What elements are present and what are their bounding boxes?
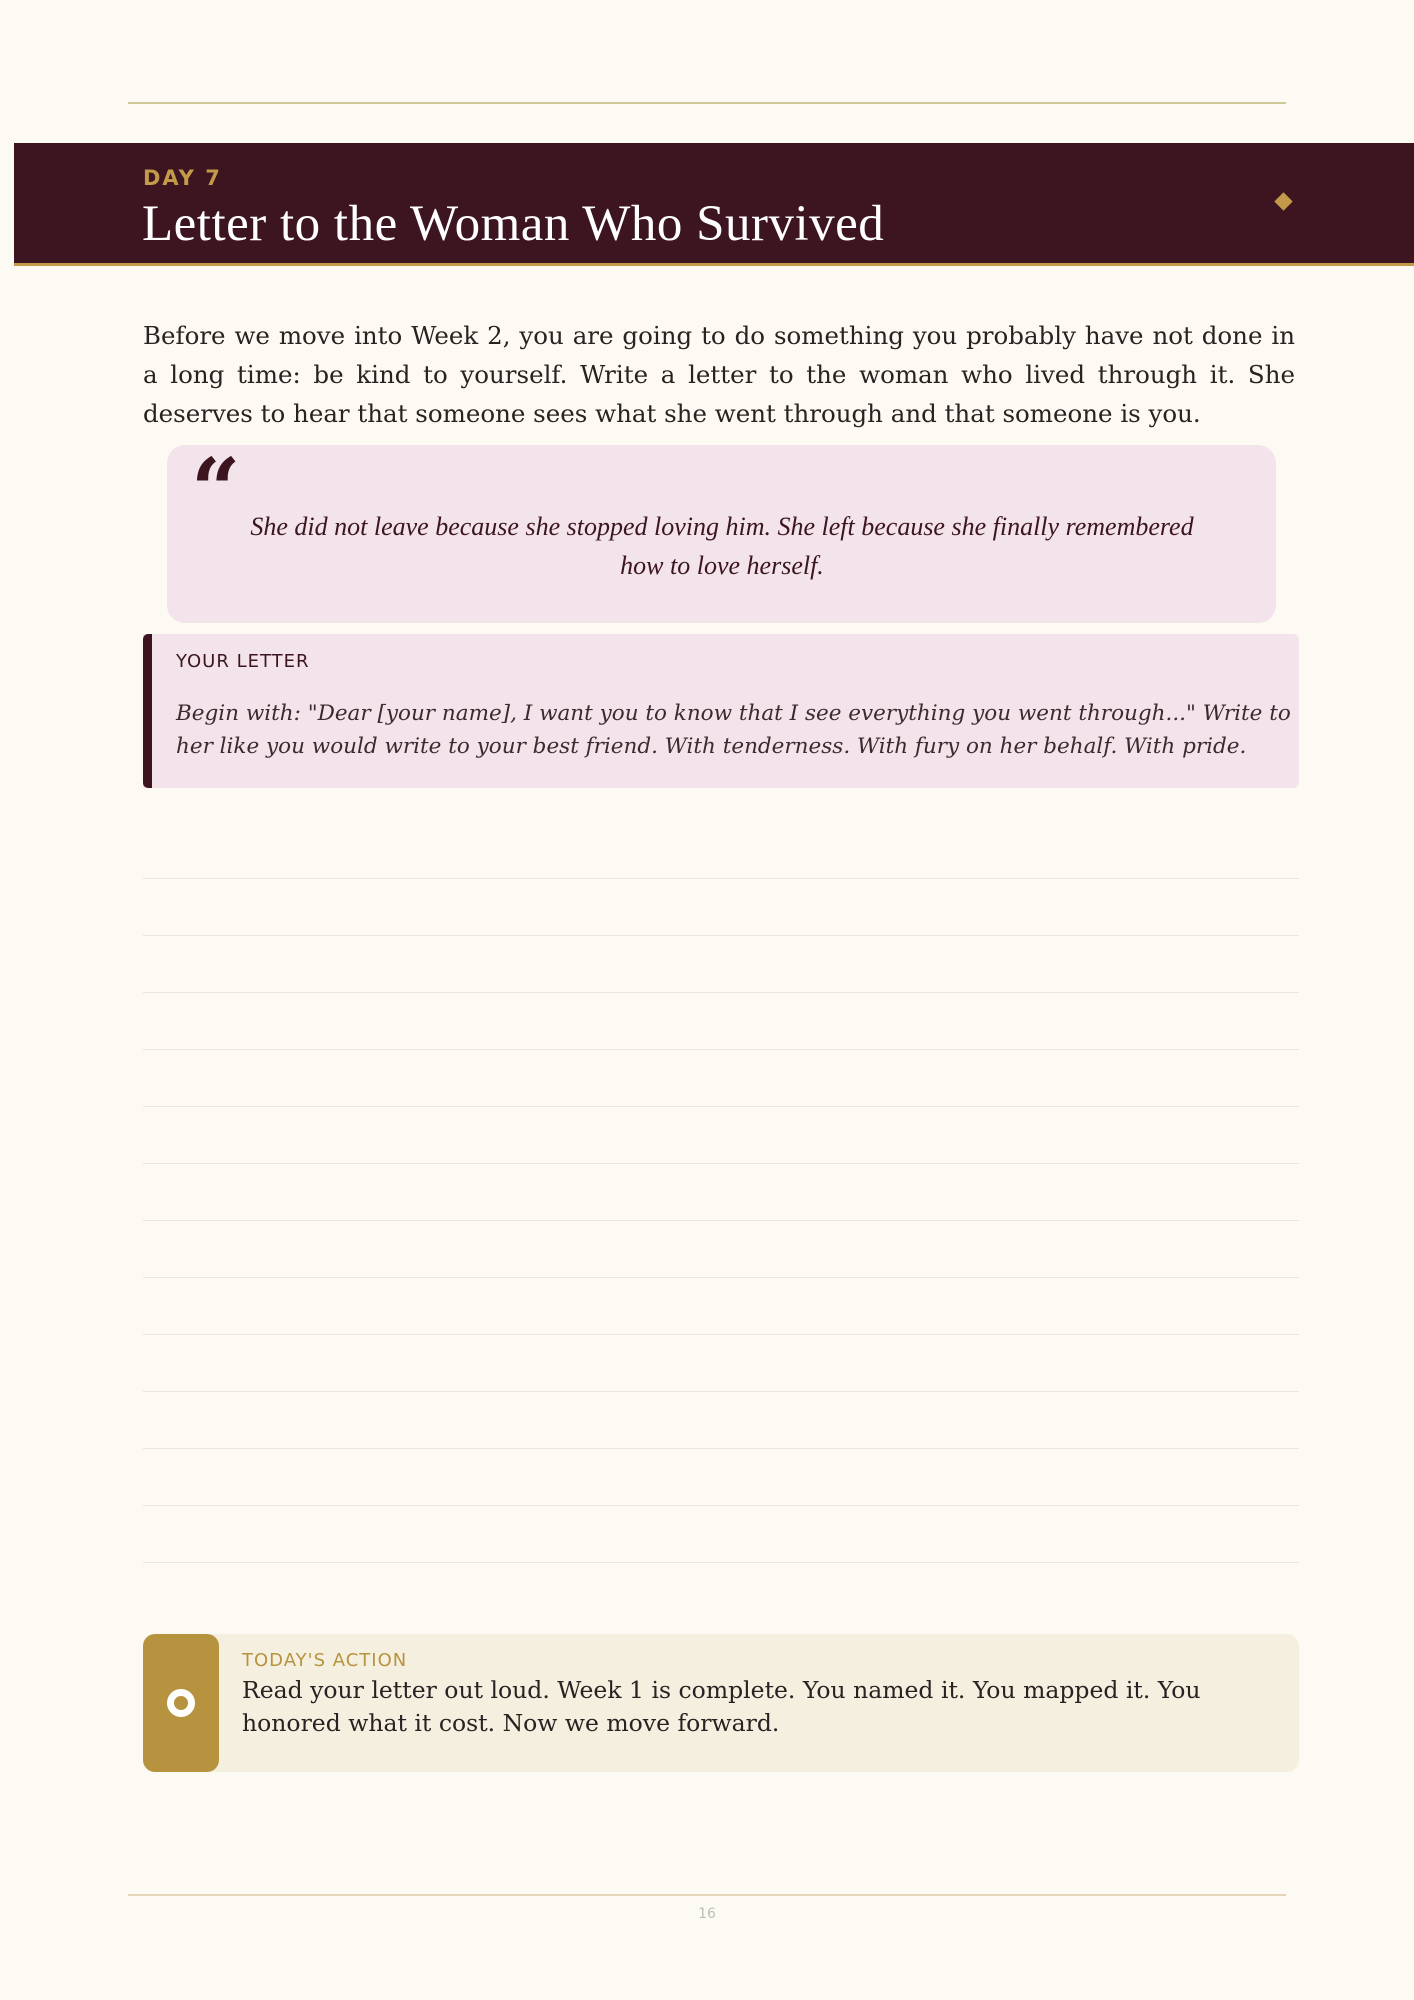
writing-area[interactable] [143, 822, 1299, 1563]
writing-line[interactable] [143, 822, 1299, 879]
letter-prompt-card [143, 634, 1299, 788]
day-label: DAY 7 [143, 166, 222, 190]
page-title: Letter to the Woman Who Survived [142, 196, 885, 252]
writing-line[interactable] [143, 936, 1299, 993]
writing-line[interactable] [143, 1506, 1299, 1563]
day-header [14, 143, 1414, 266]
bottom-divider [128, 1894, 1286, 1896]
letter-prompt-line: Begin with: "Dear [your name], I want you to know that I see everything you went through..." Write to [176, 701, 1291, 726]
writing-line[interactable] [143, 1164, 1299, 1221]
quote-text: She did not leave because she stopped loving him. She left because she finally remembered how to love herself. [250, 512, 1194, 580]
writing-line[interactable] [143, 1050, 1299, 1107]
quote-card [167, 440, 1276, 623]
todays-action-card [143, 1634, 1299, 1772]
action-tab [143, 1634, 219, 1772]
action-label: TODAY'S ACTION [242, 1650, 408, 1671]
page-number: 16 [698, 1906, 716, 1922]
top-divider [128, 102, 1286, 104]
intro-paragraph: Before we move into Week 2, you are going to do something you probably have not done in a long time: be kind to yourself. Write a letter to the woman who lived through it. She deserves to hear that someone sees what she went through and that someone is you. [143, 321, 1295, 428]
writing-line[interactable] [143, 1392, 1299, 1449]
letter-label: YOUR LETTER [176, 651, 310, 672]
writing-line[interactable] [143, 1107, 1299, 1164]
letter-prompt-line: her like you would write to your best friend. With tenderness. With fury on her behalf. With pride. [176, 734, 1247, 759]
writing-line[interactable] [143, 1278, 1299, 1335]
letter-accent-bar [143, 634, 152, 788]
diamond-icon [1274, 192, 1292, 210]
letter-prompt [176, 697, 1291, 763]
writing-line[interactable] [143, 1221, 1299, 1278]
writing-line[interactable] [143, 1335, 1299, 1392]
writing-line[interactable] [143, 879, 1299, 936]
writing-line[interactable] [143, 993, 1299, 1050]
quote-mark-icon: “ [191, 440, 241, 541]
writing-line[interactable] [143, 1449, 1299, 1506]
action-text: Read your letter out loud. Week 1 is complete. You named it. You mapped it. You honored what it cost. Now we move forward. [242, 1676, 1201, 1737]
target-icon [167, 1689, 195, 1717]
